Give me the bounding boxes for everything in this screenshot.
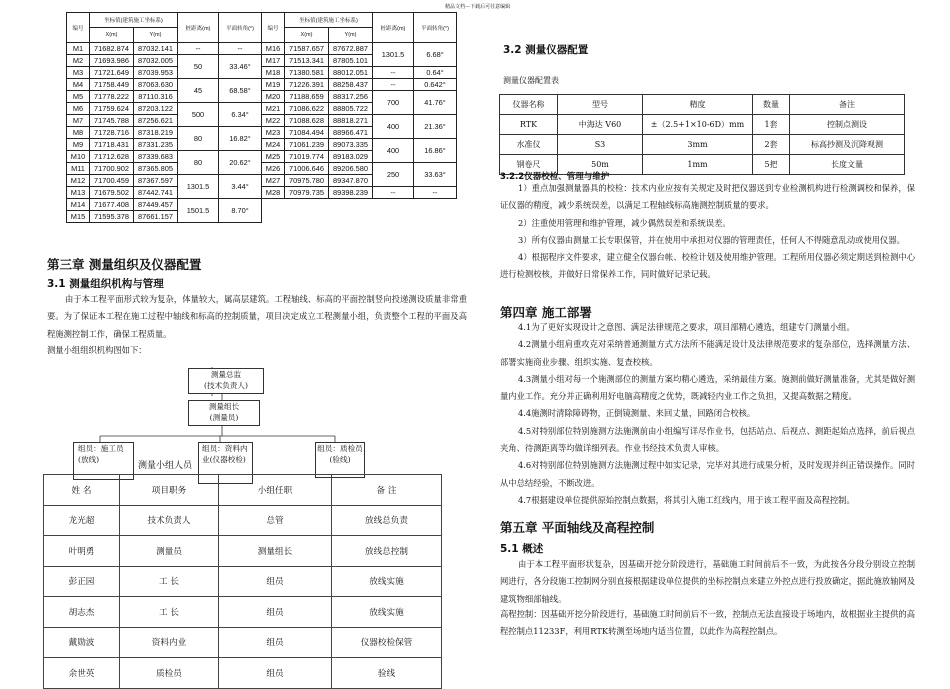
staff-header-cell: 项目职务 xyxy=(120,475,219,506)
coord-x: 71745.788 xyxy=(90,115,134,127)
coord-header-coord: 坐标值(建筑施工坐标系) xyxy=(90,13,178,28)
coord-point-no: M7 xyxy=(67,115,90,127)
staff-cell: 仪器校检保管 xyxy=(332,627,442,658)
elevation-control-paragraph: 高程控制：因基础开挖分阶段进行，基础施工时间前后不一致，控制点无法直接设于场地内，故根据业主提供的高程控制点11233F，利用RTK转测至场地内适当位置，以此作为高程控制点。 xyxy=(500,609,915,637)
coord-dist: 250 xyxy=(373,163,414,187)
coord-x: 71778.222 xyxy=(90,91,134,103)
maintenance-item: 4）根据程序文件要求，建立健全仪器台帐、校检计划及使用维护管理。工程所用仪器必须定期送到检测中心进行检测校核，并做好日常保养工作，同时做好记录记载。 xyxy=(500,252,915,280)
coord-header-dist: 桩距离(m) xyxy=(373,13,414,43)
coord-x: 71679.502 xyxy=(90,187,134,199)
coord-point-no: M19 xyxy=(262,79,285,91)
coord-angle: 6.34° xyxy=(219,103,262,127)
org-director-title: 测量总监 xyxy=(210,370,242,379)
deployment-item: 4.3测量小组对每一个施测部位的测量方案均精心遴选，采纳最佳方案。施测前做好测量准备，尤其是做好测量内业工作。充分并正确利用好电脑高精度之优势，既减轻内业工作之负担，又提高数据之精度。 xyxy=(500,373,915,402)
coord-x: 71728.716 xyxy=(90,127,134,139)
coord-point-no: M27 xyxy=(262,175,285,187)
equipment-row xyxy=(500,115,905,135)
staff-header-cell: 姓 名 xyxy=(44,475,120,506)
staff-cell: 测量组长 xyxy=(219,536,332,567)
coord-dist: 1301.5 xyxy=(373,43,414,67)
coord-header-y: Y(m) xyxy=(329,28,373,43)
equipment-cell: S3 xyxy=(558,135,643,155)
coord-point-no: M22 xyxy=(262,115,285,127)
coord-dist: -- xyxy=(178,43,219,55)
staff-table xyxy=(43,474,442,689)
coord-y: 88258.437 xyxy=(329,79,373,91)
chapter-3-title: 第三章 测量组织及仪器配置 xyxy=(47,257,202,272)
coord-header-y: Y(m) xyxy=(134,28,178,43)
section-3-2-2-title: 3.2.2仪器校检、管理与维护 xyxy=(500,172,610,182)
coord-x: 71682.874 xyxy=(90,43,134,55)
staff-row xyxy=(44,536,442,567)
staff-row xyxy=(44,658,442,689)
equipment-row xyxy=(500,135,905,155)
equipment-cell: 标高抄测及沉降观测 xyxy=(790,135,905,155)
coord-header-x: X(m) xyxy=(285,28,329,43)
coord-header-angle: 平面转角(°) xyxy=(414,13,457,43)
section-3-2-2-list xyxy=(500,180,915,284)
coord-header-coord: 坐标值(建筑施工坐标系) xyxy=(285,13,373,28)
section-3-1-title: 3.1 测量组织机构与管理 xyxy=(47,278,164,290)
coord-dist: 400 xyxy=(373,115,414,139)
coord-y: 87256.621 xyxy=(134,115,178,127)
coord-point-no: M4 xyxy=(67,79,90,91)
coord-y: 87672.887 xyxy=(329,43,373,55)
org-leader-box xyxy=(188,400,260,426)
staff-cell: 彭正园 xyxy=(44,566,120,597)
coord-x: 71712.628 xyxy=(90,151,134,163)
staff-table-title: 测量小组人员 xyxy=(138,461,193,471)
coord-y: 87442.741 xyxy=(134,187,178,199)
coord-angle: -- xyxy=(219,43,262,55)
coord-y: 89398.239 xyxy=(329,187,373,199)
coord-x: 70975.780 xyxy=(285,175,329,187)
coord-x: 71006.646 xyxy=(285,163,329,175)
equipment-cell: 5把 xyxy=(753,155,790,175)
staff-row xyxy=(44,566,442,597)
chapter-4-title: 第四章 施工部署 xyxy=(500,305,592,320)
coord-y: 87339.683 xyxy=(134,151,178,163)
staff-cell: 组员 xyxy=(219,627,332,658)
coord-angle: 33.46° xyxy=(219,55,262,79)
coord-point-no: M14 xyxy=(67,199,90,211)
coord-y: 87039.953 xyxy=(134,67,178,79)
coord-dist: -- xyxy=(373,67,414,79)
coord-y: 88317.256 xyxy=(329,91,373,103)
coord-point-no: M23 xyxy=(262,127,285,139)
coord-dist: -- xyxy=(373,79,414,91)
coord-point-no: M28 xyxy=(262,187,285,199)
equipment-cell: 50m xyxy=(558,155,643,175)
coord-angle: 16.86° xyxy=(414,139,457,163)
coord-x: 71700.902 xyxy=(90,163,134,175)
coord-dist: 45 xyxy=(178,79,219,103)
maintenance-item: 1）重点加强测量器具的校检：技术内业应按有关规定及时把仪器送到专业检测机构进行检测调校和保养，保证仪器的精度，减少系统误差，以满足工程轴线标高施测控制质量的要求。 xyxy=(500,183,915,211)
staff-cell: 戴勋波 xyxy=(44,627,120,658)
coord-angle: 8.70° xyxy=(219,199,262,223)
coord-x: 71086.622 xyxy=(285,103,329,115)
coord-point-no: M2 xyxy=(67,55,90,67)
staff-cell: 工 长 xyxy=(120,566,219,597)
coord-dist: 80 xyxy=(178,127,219,151)
coord-y: 87449.457 xyxy=(134,199,178,211)
coord-x: 71721.649 xyxy=(90,67,134,79)
equipment-cell: 水准仪 xyxy=(500,135,558,155)
org-leader-title: 测量组长 xyxy=(208,402,240,411)
staff-cell: 放线总负责 xyxy=(332,505,442,536)
staff-cell: 验线 xyxy=(332,658,442,689)
coord-y: 89183.029 xyxy=(329,151,373,163)
coord-angle: 68.58° xyxy=(219,79,262,103)
org-director-box xyxy=(188,368,264,394)
coord-x: 71188.659 xyxy=(285,91,329,103)
deployment-item: 4.4施测时清除障碍物，正倒镜测量、来回丈量，回路闭合校核。 xyxy=(518,408,756,419)
staff-row xyxy=(44,627,442,658)
coord-x: 71380.581 xyxy=(285,67,329,79)
coord-header-no: 编号 xyxy=(67,13,90,43)
deployment-item: 4.1为了更好实现设计之意图、满足法律规范之要求，项目部精心遴选，组建专门测量小组。 xyxy=(518,322,855,332)
deployment-item: 4.7根据建设单位提供原始控制点数据，将其引入施工红线内，用于该工程平面及高程控制。 xyxy=(518,494,855,505)
chapter-5-title: 第五章 平面轴线及高程控制 xyxy=(500,520,655,535)
coord-x: 71693.986 xyxy=(90,55,134,67)
maintenance-item: 3）所有仪器由测量工长专职保管，并在使用中承担对仪器的管理责任，任何人不得随意乱动或使用仪器。 xyxy=(518,234,905,245)
staff-header-row xyxy=(44,475,442,506)
org-member-box-3: 组员：质检员(验线) xyxy=(315,442,365,478)
equipment-cell: 2套 xyxy=(753,135,790,155)
coord-point-no: M6 xyxy=(67,103,90,115)
coord-y: 87331.235 xyxy=(134,139,178,151)
equipment-header-cell: 仪器名称 xyxy=(500,95,558,115)
deployment-item: 4.2测量小组肩重攻克对采纳普通测量方式方法所不能满足设计及法律规范要求的复杂部位，选择测量方法、部署实施商业步骤、组织实施、复查校核。 xyxy=(500,339,915,367)
equipment-cell: 长度文量 xyxy=(790,155,905,175)
coord-x: 71587.657 xyxy=(285,43,329,55)
coord-point-no: M18 xyxy=(262,67,285,79)
coord-point-no: M21 xyxy=(262,103,285,115)
equipment-table-caption: 测量仪器配置表 xyxy=(503,76,559,85)
coord-x: 70979.735 xyxy=(285,187,329,199)
coord-x: 71061.239 xyxy=(285,139,329,151)
coord-y: 87318.219 xyxy=(134,127,178,139)
coord-angle: 0.64° xyxy=(414,67,457,79)
coord-y: 88818.271 xyxy=(329,115,373,127)
equipment-header-cell: 数量 xyxy=(753,95,790,115)
coord-x: 71088.628 xyxy=(285,115,329,127)
staff-cell: 技术负责人 xyxy=(120,505,219,536)
staff-header-cell: 小组任职 xyxy=(219,475,332,506)
coord-dist: 700 xyxy=(373,91,414,115)
deployment-item: 4.6对特别部位特别施测方法施测过程中如实记录，完毕对其进行成果分析，及时发现并纠正错误操作。同时从中总结经验，不断改进。 xyxy=(500,460,915,488)
equipment-cell: 控制点测设 xyxy=(790,115,905,135)
equipment-header-cell: 精度 xyxy=(643,95,753,115)
coord-dist: 500 xyxy=(178,103,219,127)
coord-point-no: M3 xyxy=(67,67,90,79)
coord-point-no: M9 xyxy=(67,139,90,151)
coord-x: 71513.341 xyxy=(285,55,329,67)
coord-y: 87063.630 xyxy=(134,79,178,91)
section-3-2-title: 3.2 测量仪器配置 xyxy=(503,44,589,56)
coord-point-no: M17 xyxy=(262,55,285,67)
equipment-cell: 3mm xyxy=(643,135,753,155)
coord-angle: 21.36° xyxy=(414,115,457,139)
staff-cell: 测量员 xyxy=(120,536,219,567)
coord-dist: -- xyxy=(373,187,414,199)
coord-y: 87367.597 xyxy=(134,175,178,187)
coord-x: 71084.494 xyxy=(285,127,329,139)
coord-y: 87110.316 xyxy=(134,91,178,103)
header-note: 精品文档---下载后可任意编辑 xyxy=(445,4,511,10)
coord-y: 88805.722 xyxy=(329,103,373,115)
coord-point-no: M20 xyxy=(262,91,285,103)
coord-point-no: M13 xyxy=(67,187,90,199)
staff-cell: 工 长 xyxy=(120,597,219,628)
coord-y: 87203.122 xyxy=(134,103,178,115)
coord-angle: 20.62° xyxy=(219,151,262,175)
staff-cell: 放线总控制 xyxy=(332,536,442,567)
staff-row xyxy=(44,597,442,628)
coord-y: 87805.101 xyxy=(329,55,373,67)
coord-header-no: 编号 xyxy=(262,13,285,43)
equipment-cell: 1套 xyxy=(753,115,790,135)
coord-y: 87365.805 xyxy=(134,163,178,175)
coord-point-no: M5 xyxy=(67,91,90,103)
coord-y: 87032.005 xyxy=(134,55,178,67)
coord-y: 89073.335 xyxy=(329,139,373,151)
equipment-table xyxy=(499,94,905,175)
coord-angle: -- xyxy=(414,187,457,199)
staff-cell: 放线实施 xyxy=(332,566,442,597)
staff-cell: 组员 xyxy=(219,658,332,689)
equipment-cell: 中海达 V60 xyxy=(558,115,643,135)
coord-x: 71677.408 xyxy=(90,199,134,211)
coord-y: 89347.870 xyxy=(329,175,373,187)
coord-dist: 80 xyxy=(178,151,219,175)
coord-x: 71226.391 xyxy=(285,79,329,91)
staff-header-cell: 备 注 xyxy=(332,475,442,506)
coord-point-no: M12 xyxy=(67,175,90,187)
org-member-box-1: 组员：施工员(放线) xyxy=(73,442,134,480)
staff-cell: 放线实施 xyxy=(332,597,442,628)
staff-cell: 叶明勇 xyxy=(44,536,120,567)
equipment-header-cell: 型号 xyxy=(558,95,643,115)
coord-angle: 41.76° xyxy=(414,91,457,115)
coord-point-no: M26 xyxy=(262,163,285,175)
staff-cell: 余世英 xyxy=(44,658,120,689)
staff-cell: 组员 xyxy=(219,566,332,597)
coord-angle: 33.63° xyxy=(414,163,457,187)
coord-point-no: M24 xyxy=(262,139,285,151)
coord-dist: 1301.5 xyxy=(178,175,219,199)
equipment-cell: RTK xyxy=(500,115,558,135)
org-member-box-2: 组员：资料内业(仪器校检) xyxy=(198,442,253,484)
staff-cell: 资料内业 xyxy=(120,627,219,658)
coord-point-no: M1 xyxy=(67,43,90,55)
coord-point-no: M16 xyxy=(262,43,285,55)
staff-cell: 组员 xyxy=(219,597,332,628)
coord-angle: 6.68° xyxy=(414,43,457,67)
deployment-item: 4.5对特别部位特别施测方法施测前由小组编写详尽作业书，包括站点、后视点、测距起始点选择，前后视点夹角、待测距离等均做详细列表。作业书经技术负责人审核。 xyxy=(500,425,915,454)
coord-dist: 400 xyxy=(373,139,414,163)
coord-x: 71700.459 xyxy=(90,175,134,187)
coord-y: 88012.051 xyxy=(329,67,373,79)
staff-cell: 龙光超 xyxy=(44,505,120,536)
equipment-cell: ±（2.5+1×10-6D）mm xyxy=(643,115,753,135)
coord-y: 87661.157 xyxy=(134,211,178,223)
coord-header-angle: 平面转角(°) xyxy=(219,13,262,43)
coord-dist: 50 xyxy=(178,55,219,79)
section-3-1-paragraph: 由于本工程平面形式较为复杂，体量较大，属高层建筑。工程轴线、标高的平面控制竖向投递测设质量非常重要。为了保证本工程在施工过程中轴线和标高的控制质量，项目决定成立工程测量小组，负责整个工程的平面及高程施测控制工作，确保工程质量。 xyxy=(47,294,467,339)
coord-point-no: M8 xyxy=(67,127,90,139)
staff-row xyxy=(44,505,442,536)
org-director-role: (技术负责人) xyxy=(204,381,248,390)
coord-angle: 0.642° xyxy=(414,79,457,91)
coord-header-dist: 桩距离(m) xyxy=(178,13,219,43)
maintenance-item: 2）注重使用管理和维护管理，减少偶然误差和系统误差。 xyxy=(518,217,731,228)
equipment-header-cell: 备注 xyxy=(790,95,905,115)
coord-header-x: X(m) xyxy=(90,28,134,43)
coord-y: 89206.580 xyxy=(329,163,373,175)
coord-x: 71759.624 xyxy=(90,103,134,115)
coord-point-no: M15 xyxy=(67,211,90,223)
coord-x: 71718.431 xyxy=(90,139,134,151)
coord-x: 71595.378 xyxy=(90,211,134,223)
equipment-cell: 1mm xyxy=(643,155,753,175)
coord-point-no: M10 xyxy=(67,151,90,163)
staff-cell: 质检员 xyxy=(120,658,219,689)
coord-angle: 16.82° xyxy=(219,127,262,151)
staff-cell: 胡志杰 xyxy=(44,597,120,628)
equipment-header-row xyxy=(500,95,905,115)
coord-y: 87032.141 xyxy=(134,43,178,55)
org-chart-intro: 测量小组组织机构图如下： xyxy=(47,345,147,355)
coord-point-no: M11 xyxy=(67,163,90,175)
coord-x: 71758.449 xyxy=(90,79,134,91)
equipment-cell: 钢卷尺 xyxy=(500,155,558,175)
coord-x: 71019.774 xyxy=(285,151,329,163)
coord-dist: 1501.5 xyxy=(178,199,219,223)
coord-angle: 3.44° xyxy=(219,175,262,199)
org-leader-role: (测量员) xyxy=(209,413,239,422)
section-5-1-paragraph: 由于本工程平面形状复杂，因基础开挖分阶段进行，基础施工时间前后不一致，为此按各分段分别设立控制网进行，各分段施工控制网分别直接根据建设单位提供的坐标控制点来建立外控点进行投放确定，据此施放轴网及建筑物细部轴线。 xyxy=(500,559,915,604)
chapter-4-list xyxy=(500,319,915,509)
section-5-1-title: 5.1 概述 xyxy=(500,543,544,555)
coord-y: 88966.471 xyxy=(329,127,373,139)
staff-cell: 总管 xyxy=(219,505,332,536)
coord-point-no: M25 xyxy=(262,151,285,163)
